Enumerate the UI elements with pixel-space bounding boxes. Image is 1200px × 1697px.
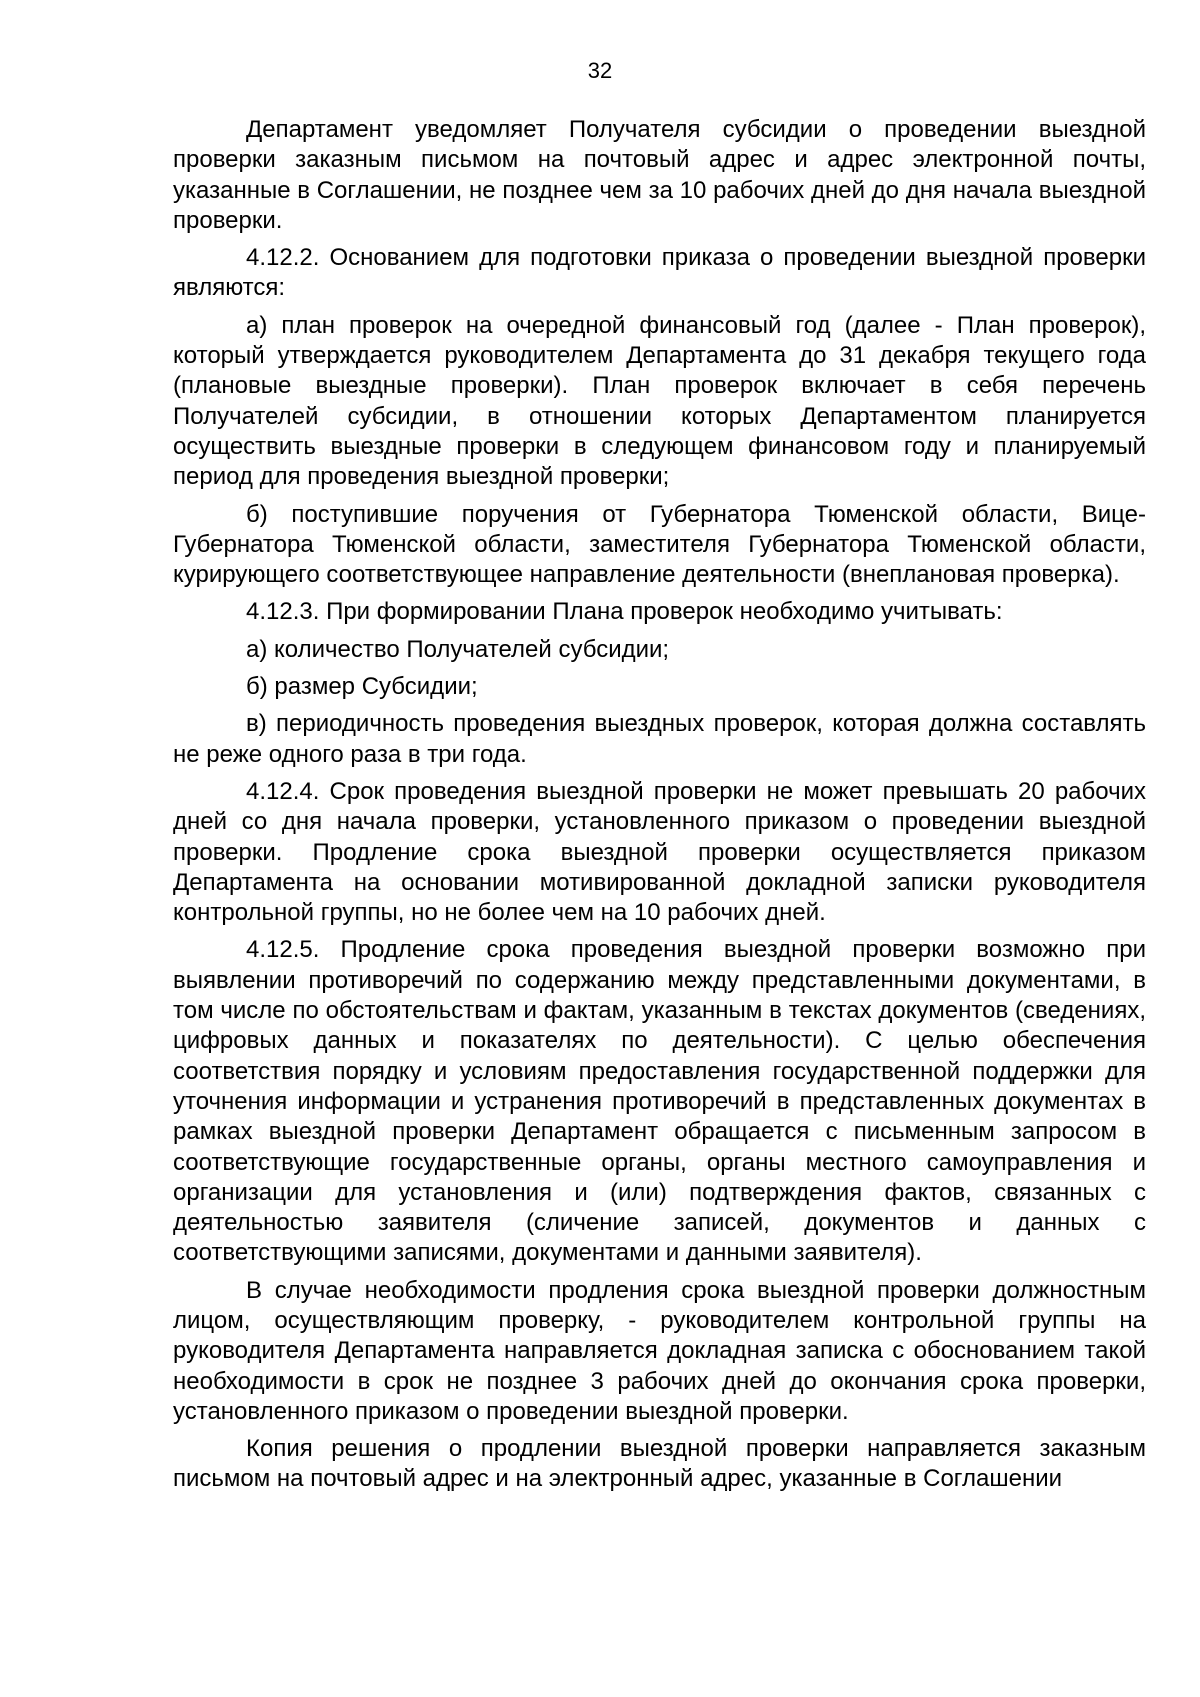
- paragraph-item-b-orders: б) поступившие поручения от Губернатора Тюменской области, Вице-Губернатора Тюменской области, заместителя Губернатора Тюменской области, курирующего соответствующее направление деятельности (внеплановая проверка).: [173, 500, 1146, 589]
- paragraph-item-v-frequency: в) периодичность проведения выездных проверок, которая должна составлять не реже одного раза в три года.: [173, 710, 1146, 768]
- paragraph-extension-case: В случае необходимости продления срока выездной проверки должностным лицом, осуществляющим проверку, - руководителем контрольной группы на руководителя Департамента направляется докладная записка с обоснованием такой необходимости в срок не позднее 3 рабочих дней до окончания срока проверки, установленного приказом о проведении выездной проверки.: [173, 1276, 1146, 1425]
- paragraph-4-12-3: 4.12.3. При формировании Плана проверок необходимо учитывать:: [246, 598, 1003, 626]
- paragraph-4-12-5: 4.12.5. Продление срока проведения выездной проверки возможно при выявлении противоречий по содержанию между представленными документами, в том числе по обстоятельствам и фактам, указанным в текстах документов (сведениях, цифровых данных и показателях по деятельности). С целью обеспечения соответствия порядку и условиям предоставления государственной поддержки для уточнения информации и устранения противоречий в представленных документах в рамках выездной проверки Департамент обращается с письменным запросом в соответствующие государственные органы, органы местного самоуправления и организации для установления и (или) подтверждения фактов, связанных с деятельностью заявителя (сличение записей, документов и данных с соответствующими записями, документами и данными заявителя).: [173, 936, 1146, 1267]
- paragraph-item-b-size: б) размер Субсидии;: [246, 673, 478, 701]
- paragraph-item-a-plan: а) план проверок на очередной финансовый год (далее - План проверок), который утверждается руководителем Департамента до 31 декабря текущего года (плановые выездные проверки). План проверок включает в себя перечень Получателей субсидии, в отношении которых Департаментом планируется осуществить выездные проверки в следующем финансовом году и планируемый период для проведения выездной проверки;: [173, 311, 1146, 491]
- paragraph-4-12-2: 4.12.2. Основанием для подготовки приказа о проведении выездной проверки являются:: [173, 244, 1146, 302]
- paragraph-notification: Департамент уведомляет Получателя субсидии о проведении выездной проверки заказным письмом на почтовый адрес и адрес электронной почты, указанные в Соглашении, не позднее чем за 10 рабочих дней до дня начала выездной проверки.: [173, 116, 1146, 234]
- paragraph-4-12-4: 4.12.4. Срок проведения выездной проверки не может превышать 20 рабочих дней со дня начала проверки, установленного приказом о проведении выездной проверки. Продление срока выездной проверки осуществляется приказом Департамента на основании мотивированной докладной записки руководителя контрольной группы, но не более чем на 10 рабочих дней.: [173, 777, 1146, 927]
- document-body: [173, 115, 1146, 1502]
- page-number: 32: [587, 58, 613, 83]
- paragraph-decision-copy: Копия решения о продлении выездной проверки направляется заказным письмом на почтовый адрес и на электронный адрес, указанные в Соглашении: [173, 1435, 1146, 1493]
- paragraph-item-a-count: а) количество Получателей субсидии;: [246, 635, 670, 663]
